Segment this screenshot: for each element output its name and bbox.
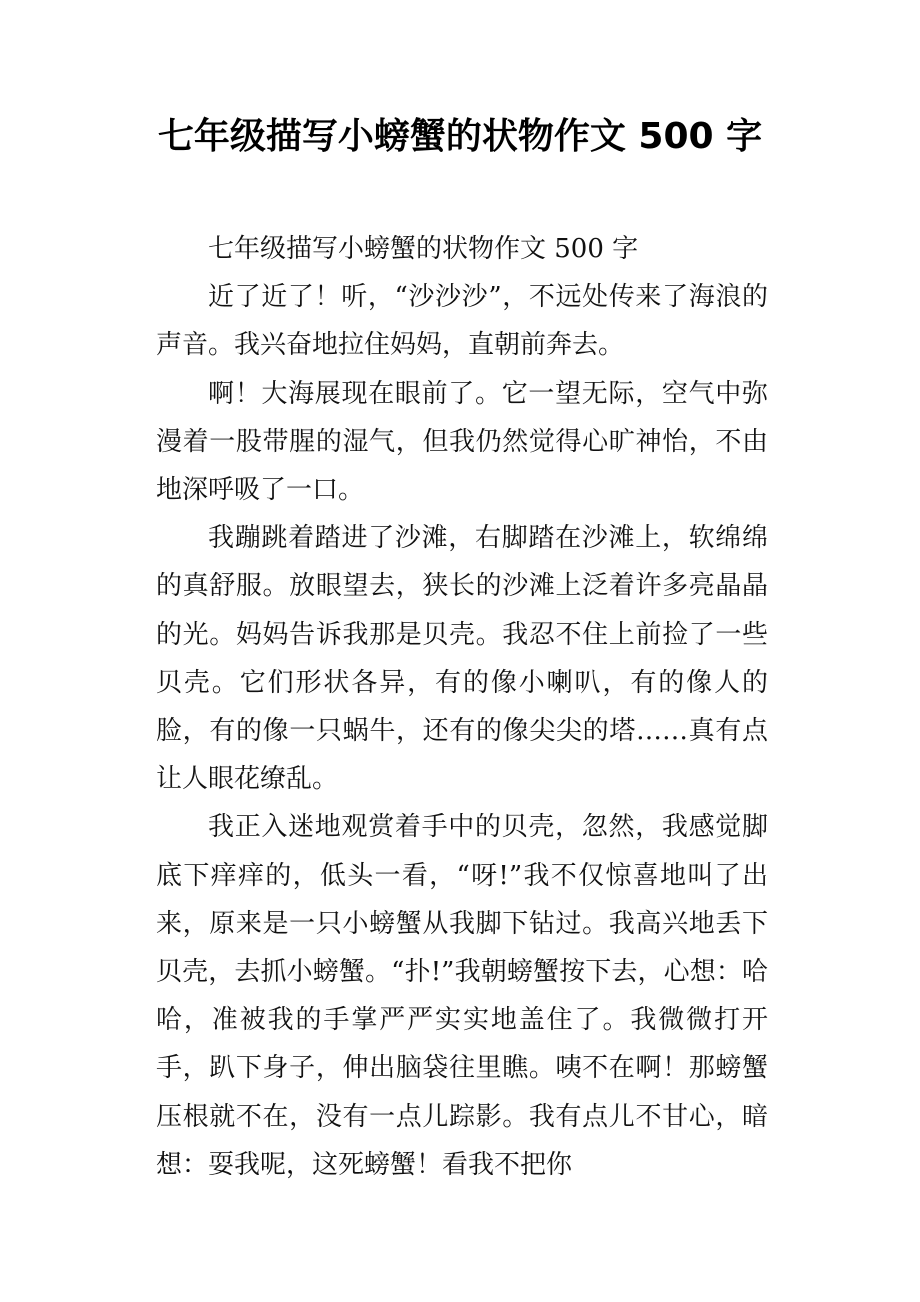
document-body — [156, 225, 768, 1189]
paragraph-subtitle: 七年级描写小螃蟹的状物作文 500 字 — [208, 234, 639, 264]
paragraph: 我正入迷地观赏着手中的贝壳，忽然，我感觉脚底下痒痒的，低头一看，“呀!”我不仅惊喜地叫了出来，原来是一只小螃蟹从我脚下钻过。我高兴地丢下贝壳，去抓小螃蟹。“扑!”我朝螃蟹按下去，心想：哈哈，准被我的手掌严严实实地盖住了。我微微打开手，趴下身子，伸出脑袋往里瞧。咦不在啊！那螃蟹压根就不在，没有一点儿踪影。我有点儿不甘心，暗想：耍我呢，这死螃蟹！看我不把你 — [156, 812, 768, 1180]
document-title: 七年级描写小螃蟹的状物作文 500 字 — [157, 116, 763, 157]
paragraph: 近了近了！听，“沙沙沙”，不远处传来了海浪的声音。我兴奋地拉住妈妈，直朝前奔去。 — [156, 282, 768, 361]
paragraph: 啊！大海展现在眼前了。它一望无际，空气中弥漫着一股带腥的湿气，但我仍然觉得心旷神怡，不由地深呼吸了一口。 — [156, 378, 768, 506]
paragraph: 我蹦跳着踏进了沙滩，右脚踏在沙滩上，软绵绵的真舒服。放眼望去，狭长的沙滩上泛着许多亮晶晶的光。妈妈告诉我那是贝壳。我忍不住上前捡了一些贝壳。它们形状各异，有的像小喇叭，有的像人的脸，有的像一只蜗牛，还有的像尖尖的塔……真有点让人眼花缭乱。 — [156, 523, 768, 795]
